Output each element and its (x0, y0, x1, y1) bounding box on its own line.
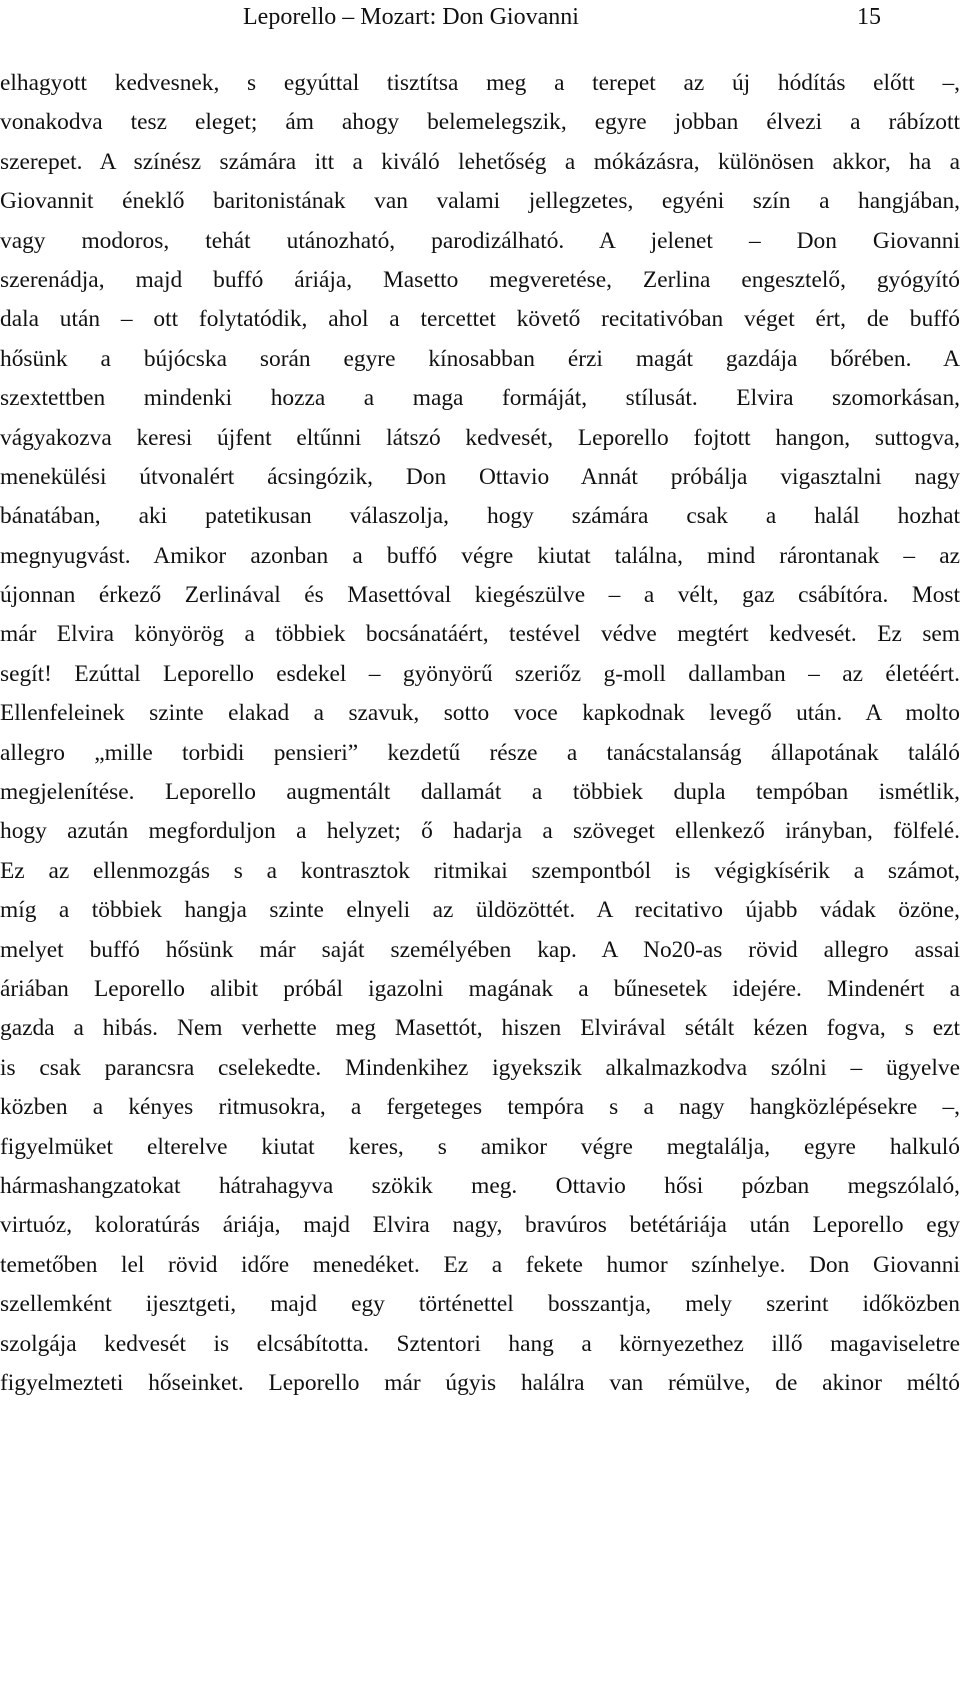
text-line: vágyakozva keresi újfent eltűnni látszó kedvesét, Leporello fojtott hangon, suttogva, (0, 424, 960, 451)
text-line: dala után – ott folytatódik, ahol a tercettet követő recitativóban véget ért, de buffó (0, 306, 960, 333)
text-line: figyelmezteti hőseinket. Leporello már úgyis halálra van rémülve, de akinor méltó (0, 1369, 960, 1396)
text-line: hősünk a bújócska során egyre kínosabban érzi magát gazdája bőrében. A (0, 345, 960, 372)
text-line: megjelenítése. Leporello augmentált dallamát a többiek dupla tempóban ismétlik, (0, 779, 960, 806)
text-line: elhagyott kedvesnek, s egyúttal tisztítsa meg a terepet az új hódítás előtt –, (0, 70, 960, 96)
text-line: újonnan érkező Zerlinával és Masettóval kiegészülve – a vélt, gaz csábítóra. Most (0, 582, 960, 609)
text-line: segít! Ezúttal Leporello esdekel – gyönyörű szeriőz g-moll dallamban – az életéért. (0, 660, 960, 687)
page-header (0, 0, 960, 40)
text-line: figyelmüket elterelve kiutat keres, s amikor végre megtalálja, egyre halkuló (0, 1133, 960, 1160)
running-head-title: Leporello – Mozart: Don Giovanni (243, 4, 579, 30)
text-line: szerenádja, majd buffó áriája, Masetto megveretése, Zerlina engesztelő, gyógyító (0, 266, 960, 293)
text-line: gazda a hibás. Nem verhette meg Masettót, hiszen Elvirával sétált kézen fogva, s ezt (0, 1015, 960, 1042)
text-line: közben a kényes ritmusokra, a fergeteges tempóra s a nagy hangközlépésekre –, (0, 1094, 960, 1121)
text-line: vonakodva tesz eleget; ám ahogy belemelegszik, egyre jobban élvezi a rábízott (0, 109, 960, 136)
text-line: hármashangzatokat hátrahagyva szökik meg. Ottavio hősi pózban megszólaló, (0, 1172, 960, 1199)
text-line: hogy azután megforduljon a helyzet; ő hadarja a szöveget ellenkező irányban, fölfelé. (0, 818, 960, 845)
text-line: allegro „mille torbidi pensieri” kezdetű része a tanácstalanság állapotának találó (0, 739, 960, 766)
text-line: megnyugvást. Amikor azonban a buffó végre kiutat találna, mind rárontanak – az (0, 542, 960, 569)
text-line: melyet buffó hősünk már saját személyében kap. A No20-as rövid allegro assai (0, 936, 960, 963)
text-line: már Elvira könyörög a többiek bocsánatáért, testével védve megtért kedvesét. Ez sem (0, 621, 960, 648)
text-line: szolgája kedvesét is elcsábította. Sztentori hang a környezethez illő magaviseletre (0, 1330, 960, 1357)
text-line: szerepet. A színész számára itt a kiváló lehetőség a mókázásra, különösen akkor, ha a (0, 148, 960, 175)
body-paragraph (0, 64, 960, 1403)
text-line: Giovannit éneklő baritonistának van valami jellegzetes, egyéni szín a hangjában, (0, 188, 960, 215)
text-line: vagy modoros, tehát utánozható, parodizálható. A jelenet – Don Giovanni (0, 227, 960, 254)
text-line: Ellenfeleinek szinte elakad a szavuk, sotto voce kapkodnak levegő után. A molto (0, 700, 960, 727)
text-line: szellemként ijesztgeti, majd egy történettel bosszantja, mely szerint időközben (0, 1291, 960, 1318)
text-line: szextettben mindenki hozza a maga formáját, stílusát. Elvira szomorkásan, (0, 385, 960, 412)
text-line: virtuóz, koloratúrás áriája, majd Elvira nagy, bravúros betétáriája után Leporello egy (0, 1212, 960, 1239)
text-line: menekülési útvonalért ácsingózik, Don Ottavio Annát próbálja vigasztalni nagy (0, 463, 960, 490)
text-line: is csak parancsra cselekedte. Mindenkihez igyekszik alkalmazkodva szólni – ügyelve (0, 1054, 960, 1081)
text-line: temetőben lel rövid időre menedéket. Ez a fekete humor színhelye. Don Giovanni (0, 1251, 960, 1278)
text-line: áriában Leporello alibit próbál igazolni magának a bűnesetek idejére. Mindenért a (0, 975, 960, 1002)
text-line: míg a többiek hangja szinte elnyeli az üldözöttét. A recitativo újabb vádak özöne, (0, 897, 960, 924)
page-number: 15 (857, 4, 881, 30)
text-line: Ez az ellenmozgás s a kontrasztok ritmikai szempontból is végigkísérik a számot, (0, 857, 960, 884)
text-line: bánatában, aki patetikusan válaszolja, hogy számára csak a halál hozhat (0, 503, 960, 530)
